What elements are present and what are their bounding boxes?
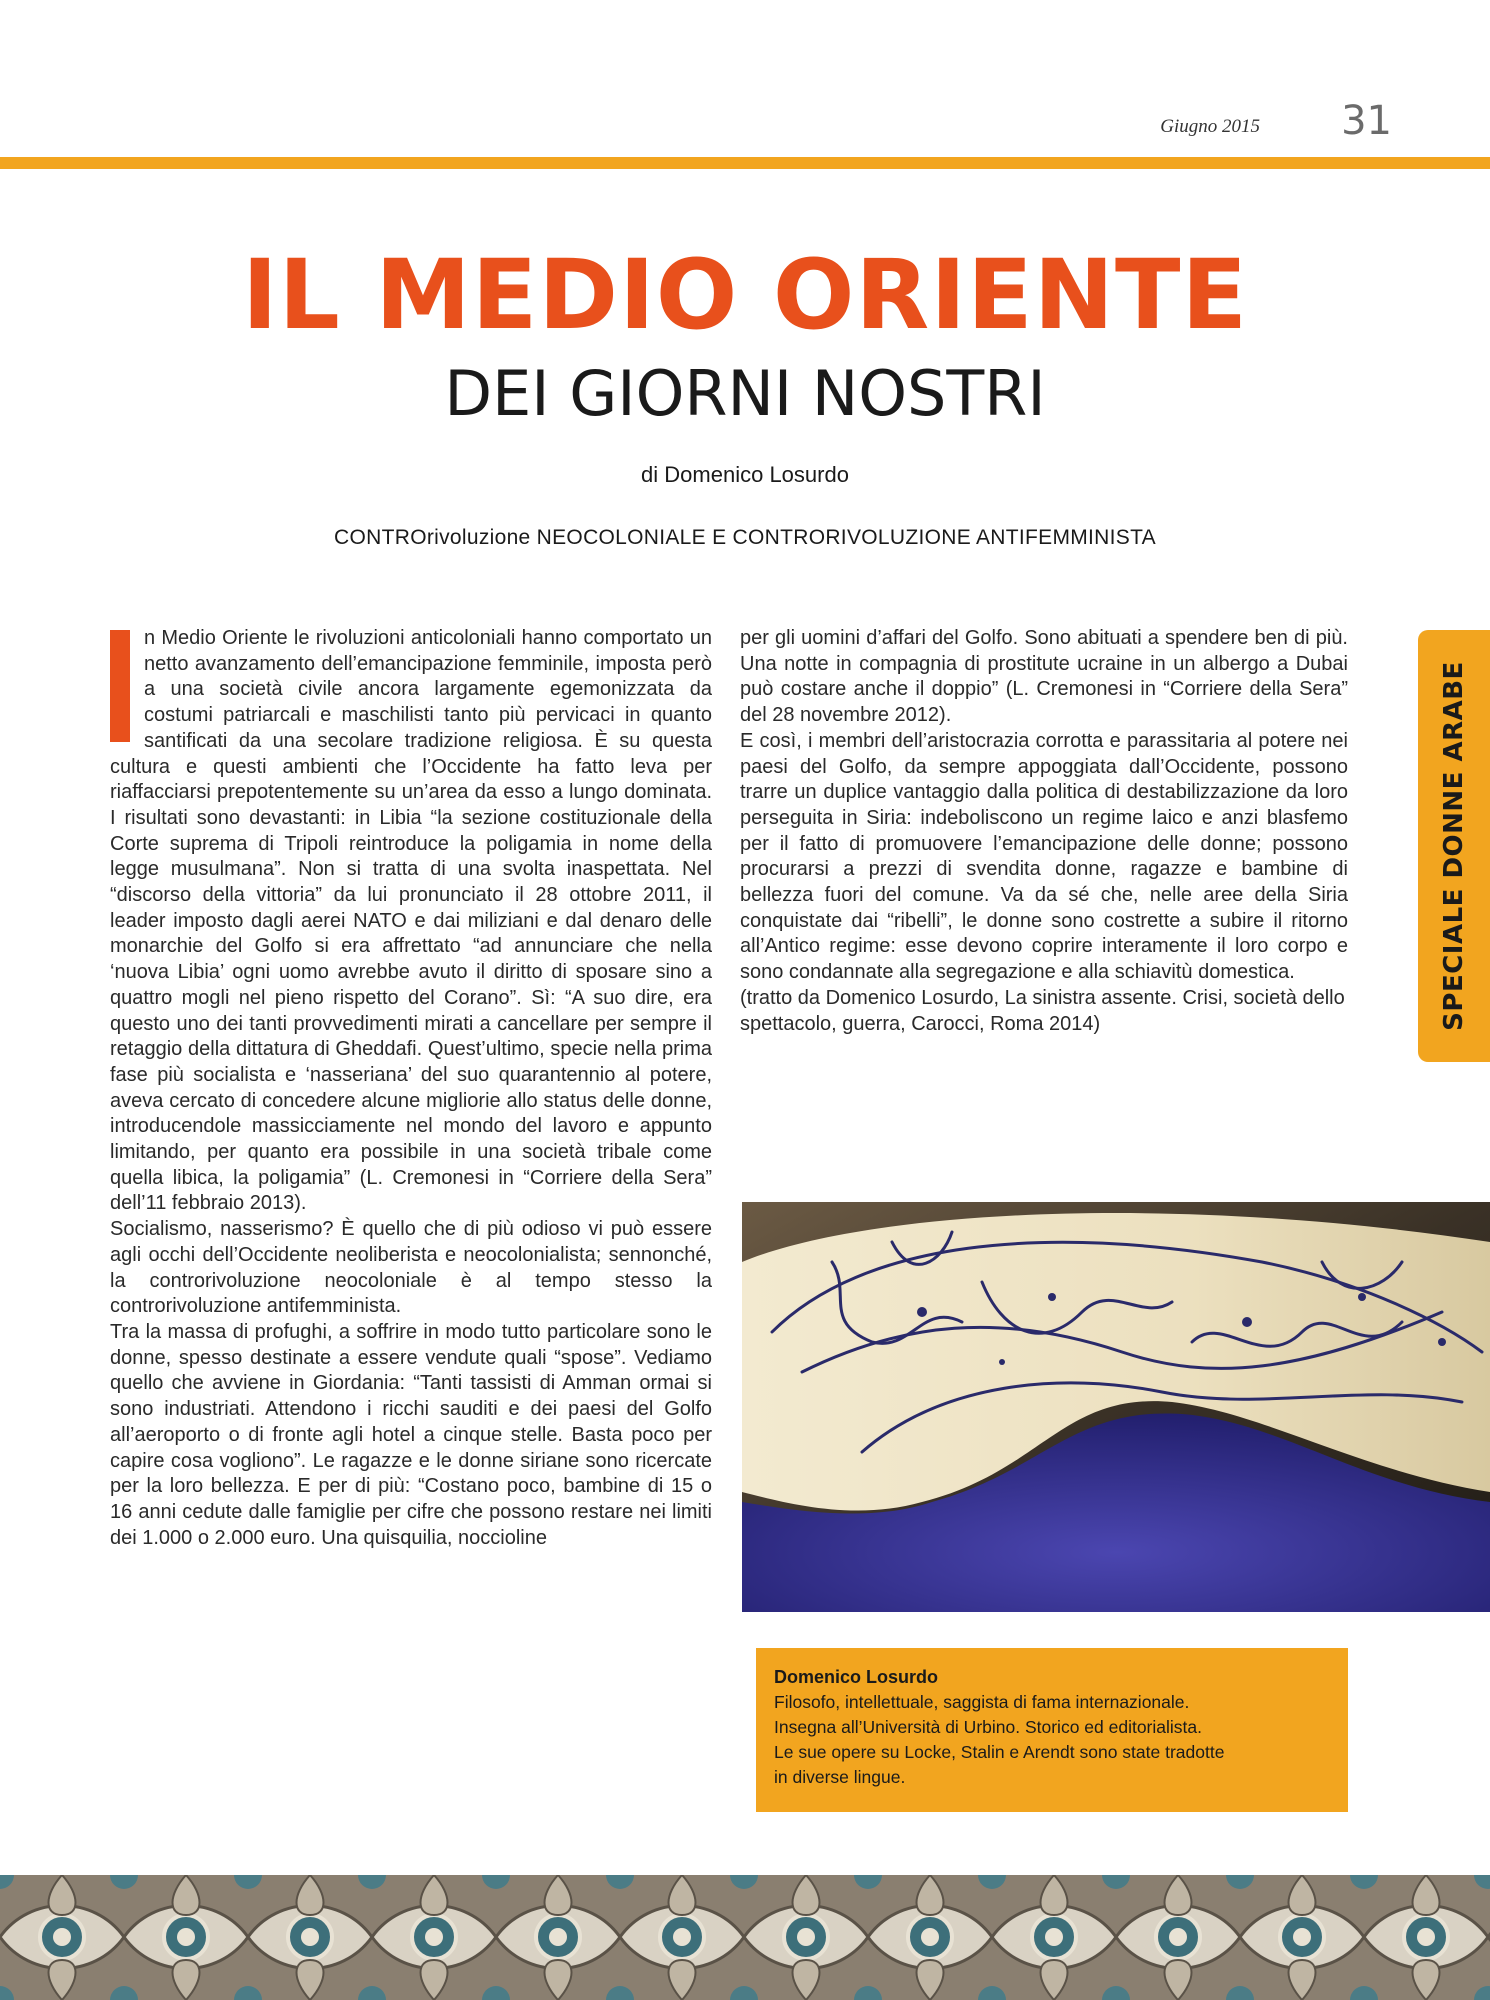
- dropcap: [110, 630, 130, 742]
- paragraph-text: n Medio Oriente le rivoluzioni anticoloniali hanno comportato un netto avanzamento dell’emancipazione femminile, imposta però a una società civile ancora largamente egemonizzata da costumi patriarcali e maschilisti tanto più pervicaci in quanto santificati da una secolare tradizione religiosa. È su questa cultura e questi ambienti che l’Occidente ha fatto leva per riaffacciarsi prepotentemente su un’area da esso a lungo dominata. I risultati sono devastanti: in Libia “la sezione costituzionale della Corte suprema di Tripoli reintroduce la poligamia in nome della legge musulmana”. Non si tratta di una svolta inaspettata. Nel “discorso della vittoria” da lui pronunciato il 28 ottobre 2011, il leader imposto dagli aerei NATO e dai miliziani e dal denaro delle monarchie del Golfo si era affrettato “ad annunciare che nella ‘nuova Libia’ ogni uomo avrebbe avuto il diritto di sposare sino a quattro mogli nel pieno rispetto del Corano”. Sì: “A suo dire, era questo uno dei tanti provvedimenti mirati a cancellare per sempre il retaggio della dittatura di Gheddafi. Quest’ultimo, specie nella prima fase più socialista e ‘nasseriana’ del suo quarantennio al potere, aveva cercato di concedere alcune migliorie allo status delle donne, introducendole massicciamente nel mondo del lavoro e appunto limitando, per quanto era possibile in una società tribale come quella libica, la poligamia” (L. Cremonesi in “Corriere della Sera” dell’11 febbraio 2013).: [110, 627, 712, 1215]
- bio-line: Le sue opere su Locke, Stalin e Arendt sono state tradotte: [774, 1742, 1225, 1762]
- paragraph: E così, i membri dell’aristocrazia corrotta e parassitaria al potere nei paesi del Golfo, da sempre appoggiata dall’Occidente, possono trarre un duplice vantaggio dalla politica di destabilizzazione da loro perseguita in Siria: indeboliscono un regime laico e anzi blasfemo per il fatto di promuovere l’emancipazione delle donne; possono procurarsi a prezzi di svendita donne, ragazze e bambine di bellezza fuori del comune. Va da sé che, nelle aree della Siria conquistate dai “ribelli”, le donne sono costrette a subire il ritorno all’Antico regime: esse devono coprire interamente il loro corpo e sono condannate alla segregazione e alla schiavitù domestica.: [740, 729, 1348, 984]
- bio-name: Domenico Losurdo: [774, 1667, 939, 1687]
- paragraph: Socialismo, nasserismo? È quello che di più odioso vi può essere agli occhi dell’Occidente neoliberista e neocolonialista; sennonché, la controrivoluzione neocoloniale è al tempo stesso la controrivoluzione antifemminista.: [110, 1218, 712, 1318]
- issue-date: Giugno 2015: [1160, 116, 1260, 137]
- article-subtitle: DEI GIORNI NOSTRI: [444, 357, 1046, 430]
- bio-line: in diverse lingue.: [774, 1767, 906, 1787]
- byline: di Domenico Losurdo: [641, 462, 849, 487]
- bio-line: Insegna all’Università di Urbino. Storico ed editorialista.: [774, 1717, 1202, 1737]
- text-column-right: [740, 626, 1348, 1037]
- author-bio-box: [756, 1648, 1348, 1812]
- decorative-footer-pattern: [0, 1875, 1490, 2000]
- citation: (tratto da Domenico Losurdo, La sinistra assente. Crisi, società dello spettacolo, guerra, Carocci, Roma 2014): [740, 986, 1345, 1035]
- article-subheading: CONTROrivoluzione NEOCOLONIALE E CONTRORIVOLUZIONE ANTIFEMMINISTA: [334, 526, 1156, 549]
- page-number: 31: [1341, 98, 1392, 144]
- paragraph: per gli uomini d’affari del Golfo. Sono abituati a spendere ben di più. Una notte in compagnia di prostitute ucraine in un albergo a Dubai può costare anche il doppio” (L. Cremonesi in “Corriere della Sera” del 28 novembre 2012).: [740, 627, 1348, 727]
- header-rule: [0, 157, 1490, 169]
- calligraphy-photo: [742, 1202, 1490, 1612]
- bio-line: Filosofo, intellettuale, saggista di fama internazionale.: [774, 1692, 1190, 1712]
- arabesque-image: [0, 1875, 1490, 2000]
- paragraph: Tra la massa di profughi, a soffrire in modo tutto particolare sono le donne, spesso destinate a essere vendute quali “spose”. Vediamo quello che avviene in Giordania: “Tanti tassisti di Amman ormai si sono industriati. Attendono i ricchi sauditi e dei paesi del Golfo all’aeroporto o di fronte agli hotel a cinque stelle. Basta poco per capire cosa vogliono”. Le ragazze e le donne siriane sono ricercate per la loro bellezza. E per di più: “Costano poco, bambine di 15 o 16 anni cedute dalle famiglie per cifre che possono restare nei limiti dei 1.000 o 2.000 euro. Una quisquilia, noccioline: [110, 1320, 712, 1549]
- section-tab: [1418, 630, 1490, 1062]
- section-tab-label: SPECIALE DONNE ARABE: [1439, 661, 1469, 1031]
- calligraphy-image: [742, 1202, 1490, 1612]
- article-title: IL MEDIO ORIENTE: [241, 239, 1249, 351]
- text-column-left: [110, 626, 712, 1551]
- paragraph: [110, 626, 712, 1217]
